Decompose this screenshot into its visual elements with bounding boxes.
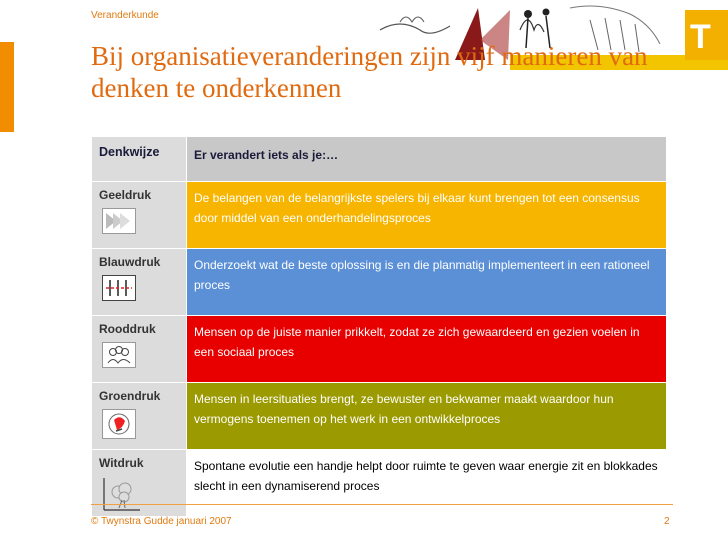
table-row — [92, 182, 667, 249]
svg-text:T: T — [690, 18, 711, 56]
row-description: Mensen in leersituaties brengt, ze bewuster en bekwamer maakt waardoor hun vermogens toenemen op het werk in een ontwikkelproces — [187, 383, 667, 450]
row-label: Witdruk — [99, 456, 144, 470]
table-row — [92, 383, 667, 450]
row-label-cell — [92, 316, 187, 383]
table-row — [92, 450, 667, 517]
row-label: Blauwdruk — [99, 255, 161, 269]
row-description: De belangen van de belangrijkste spelers bij elkaar kunt brengen tot een consensus door middel van een onderhandelingsproces — [187, 182, 667, 249]
row-label: Groendruk — [99, 389, 161, 403]
section-label: Veranderkunde — [91, 10, 159, 21]
row-description: Onderzoekt wat de beste oplossing is en die planmatig implementeert in een rationeel proces — [187, 249, 667, 316]
learning-head-icon — [102, 409, 136, 439]
footer-divider — [91, 504, 673, 505]
row-label: Geeldruk — [99, 188, 152, 202]
row-label-cell — [92, 249, 187, 316]
converging-arrows-icon — [102, 208, 136, 234]
table-row — [92, 249, 667, 316]
people-group-icon — [102, 342, 136, 368]
row-description: Mensen op de juiste manier prikkelt, zodat ze zich gewaardeerd en gezien voelen in een sociaal proces — [187, 316, 667, 383]
footer-copyright: © Twynstra Gudde januari 2007 — [91, 516, 232, 527]
page-number: 2 — [664, 516, 670, 527]
row-label-cell — [92, 450, 187, 517]
table-row — [92, 316, 667, 383]
page-title: Bij organisatieveranderingen zijn vijf manieren van denken te onderkennen — [91, 41, 648, 103]
header-description: Er verandert iets als je:… — [187, 137, 667, 182]
row-label-cell — [92, 383, 187, 450]
blueprint-plan-icon — [102, 275, 136, 301]
denkwijze-table — [91, 136, 667, 517]
header-denkwijze: Denkwijze — [92, 137, 187, 182]
cloud-tree-icon — [102, 476, 142, 512]
table-header-row — [92, 137, 667, 182]
row-description: Spontane evolutie een handje helpt door ruimte te geven waar energie zit en blokkades slecht in een dynamiserend proces — [187, 450, 667, 517]
row-label-cell — [92, 182, 187, 249]
row-label: Rooddruk — [99, 322, 156, 336]
left-accent-bar — [0, 42, 14, 132]
